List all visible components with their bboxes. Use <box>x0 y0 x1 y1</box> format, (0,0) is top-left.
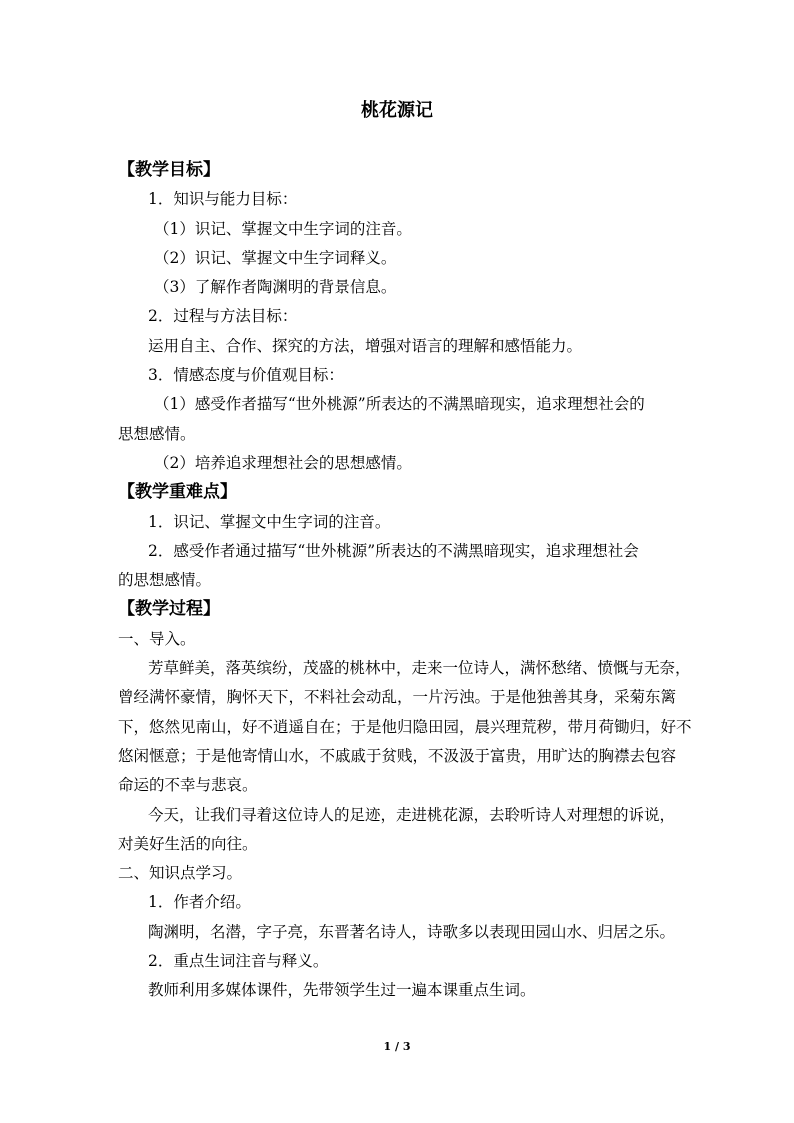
paragraph-line: 一、导入。 <box>118 629 196 648</box>
paragraph-line: 1．作者介绍。 <box>148 893 251 912</box>
paragraph-line: （2）培养追求理想社会的思想感情。 <box>154 453 412 472</box>
paragraph-line: 陶渊明，名潜，字子亮，东晋著名诗人，诗歌多以表现田园山水、归居之乐。 <box>148 922 676 941</box>
paragraph-line: 对美好生活的向往。 <box>118 834 258 853</box>
paragraph-line: 2．重点生词注音与释义。 <box>148 952 329 971</box>
section-heading-process: 【教学过程】 <box>118 599 220 620</box>
paragraph-line: 悠闲惬意；于是他寄情山水，不戚戚于贫贱，不汲汲于富贵，用旷达的胸襟去包容 <box>118 746 677 765</box>
paragraph-line: 2．感受作者通过描写“世外桃源”所表达的不满黑暗现实，追求理想社会 <box>148 541 639 560</box>
section-heading-objectives: 【教学目标】 <box>118 160 220 180</box>
page-number: 1 / 3 <box>383 1040 411 1053</box>
paragraph-line: 2．过程与方法目标： <box>148 307 298 326</box>
paragraph-line: （1）感受作者描写“世外桃源”所表达的不满黑暗现实，追求理想社会的 <box>154 395 645 414</box>
paragraph-line: 二、知识点学习。 <box>118 864 243 883</box>
paragraph-line: 下，悠然见南山，好不逍遥自在；于是他归隐田园，晨兴理荒秽，带月荷锄归，好不 <box>118 717 692 736</box>
paragraph-line: 的思想感情。 <box>118 571 212 590</box>
paragraph-line: 教师利用多媒体课件，先带领学生过一遍本课重点生词。 <box>148 981 536 1000</box>
paragraph-line: 芳草鲜美，落英缤纷，茂盛的桃林中，走来一位诗人，满怀愁绪、愤慨与无奈， <box>148 659 691 678</box>
paragraph-line: （1）识记、掌握文中生字词的注音。 <box>154 219 412 238</box>
paragraph-line: 3．情感态度与价值观目标： <box>148 366 344 385</box>
paragraph-line: 曾经满怀豪情，胸怀天下，不料社会动乱，一片污浊。于是他独善其身，采菊东篱 <box>118 688 677 707</box>
paragraph-line: 1．识记、掌握文中生字词的注音。 <box>148 512 391 531</box>
document-body <box>118 156 692 1006</box>
paragraph-line: 今天，让我们寻着这位诗人的足迹，走进桃花源，去聆听诗人对理想的诉说， <box>148 805 676 824</box>
paragraph-line: 运用自主、合作、探究的方法，增强对语言的理解和感悟能力。 <box>148 336 583 355</box>
paragraph-line: （2）识记、掌握文中生字词释义。 <box>154 248 397 267</box>
paragraph-line: 命运的不幸与悲哀。 <box>118 776 258 795</box>
paragraph-line: 1．知识与能力目标： <box>148 190 298 209</box>
paragraph-line: 思想感情。 <box>118 424 196 443</box>
paragraph-line: （3）了解作者陶渊明的背景信息。 <box>154 278 397 297</box>
document-title: 桃花源记 <box>361 100 433 121</box>
section-heading-key-points: 【教学重难点】 <box>118 482 237 503</box>
